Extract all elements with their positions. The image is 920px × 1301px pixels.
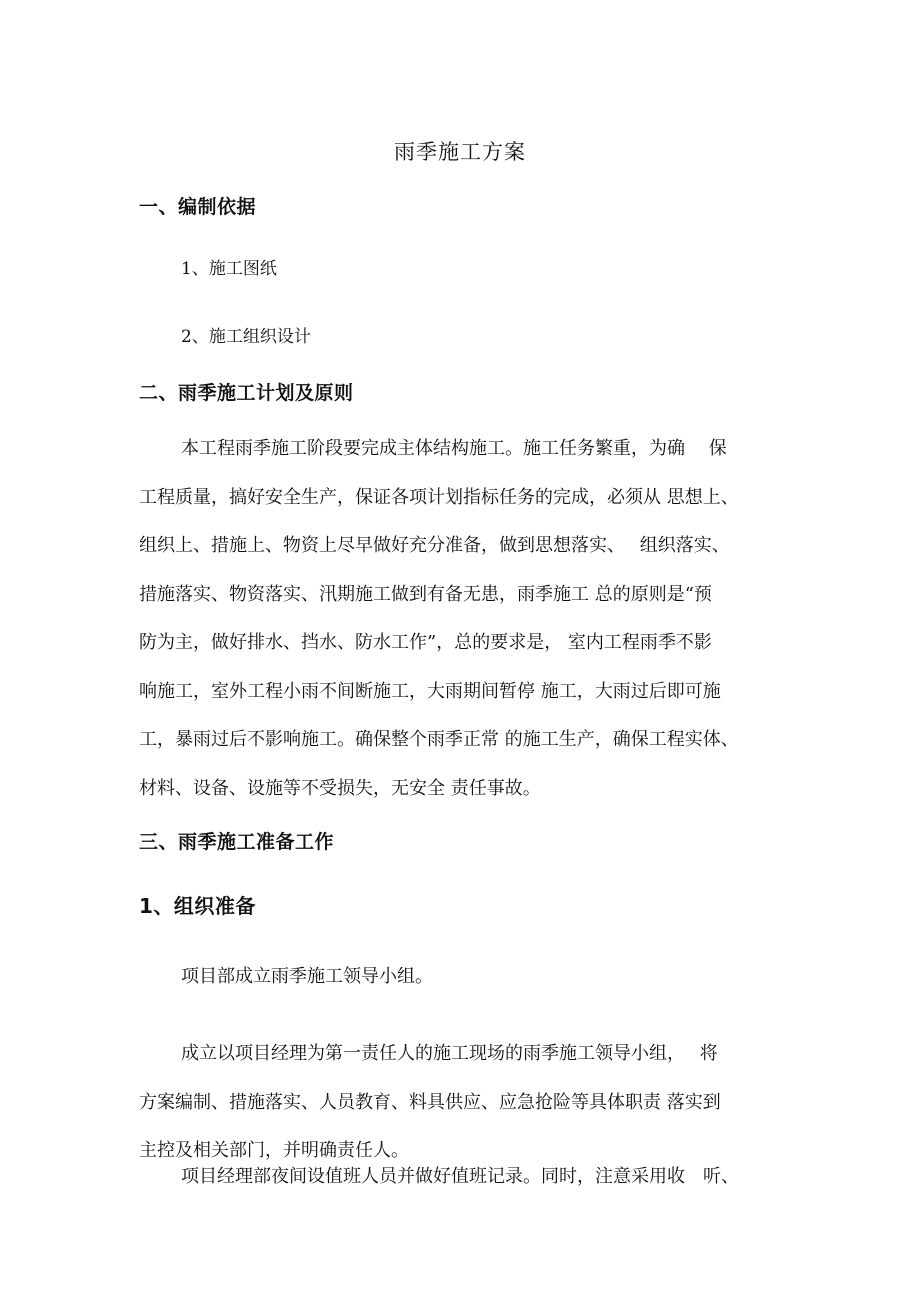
organization-paragraph: [139, 1030, 789, 1176]
organization-leading-group: 项目部成立雨季施工领导小组。: [181, 966, 433, 987]
plan-line: 工，暴雨过后不影响施工。确保整个雨季正常 的施工生产，确保工程实体、: [139, 729, 739, 750]
organization-line: 成立以项目经理为第一责任人的施工现场的雨季施工领导小组， 将: [181, 1043, 718, 1064]
plan-line: 响施工，室外工程小雨不间断施工，大雨期间暂停 施工，大雨过后即可施: [139, 680, 721, 702]
document-title: 雨季施工方案: [394, 140, 526, 164]
section-heading-plan: 二、雨季施工计划及原则: [139, 382, 354, 404]
basis-item-design: 2、施工组织设计: [181, 327, 311, 347]
plan-line: 本工程雨季施工阶段要完成主体结构施工。施工任务繁重，为确 保: [181, 438, 727, 459]
plan-line: 组织上、措施上、物资上尽早做好充分准备，做到思想落实、 组织落实、: [139, 535, 730, 556]
organization-line: 主控及相关部门，并明确责任人。: [139, 1140, 409, 1161]
section-heading-preparation: 三、雨季施工准备工作: [139, 831, 335, 853]
plan-line: 措施落实、物资落实、汛期施工做到有备无患，雨季施工 总的原则是“预: [139, 583, 712, 605]
section-heading-basis: 一、编制依据: [139, 196, 257, 218]
plan-line: 工程质量，搞好安全生产，保证各项计划指标任务的完成，必须从 思想上、: [139, 486, 739, 508]
plan-line: 材料、设备、设施等不受损失，无安全 责任事故。: [139, 777, 541, 799]
basis-item-drawings: 1、施工图纸: [181, 259, 277, 279]
subsection-heading-organization: 1、组织准备: [139, 894, 256, 918]
organization-line: 方案编制、措施落实、人员教育、料具供应、应急抢险等具体职责 落实到: [139, 1091, 721, 1113]
plan-paragraph: [139, 425, 789, 813]
organization-duty-line: 项目经理部夜间设值班人员并做好值班记录。同时，注意采用收 听、: [181, 1166, 739, 1187]
plan-line: 防为主，做好排水、挡水、防水工作”，总的要求是， 室内工程雨季不影: [139, 632, 712, 653]
